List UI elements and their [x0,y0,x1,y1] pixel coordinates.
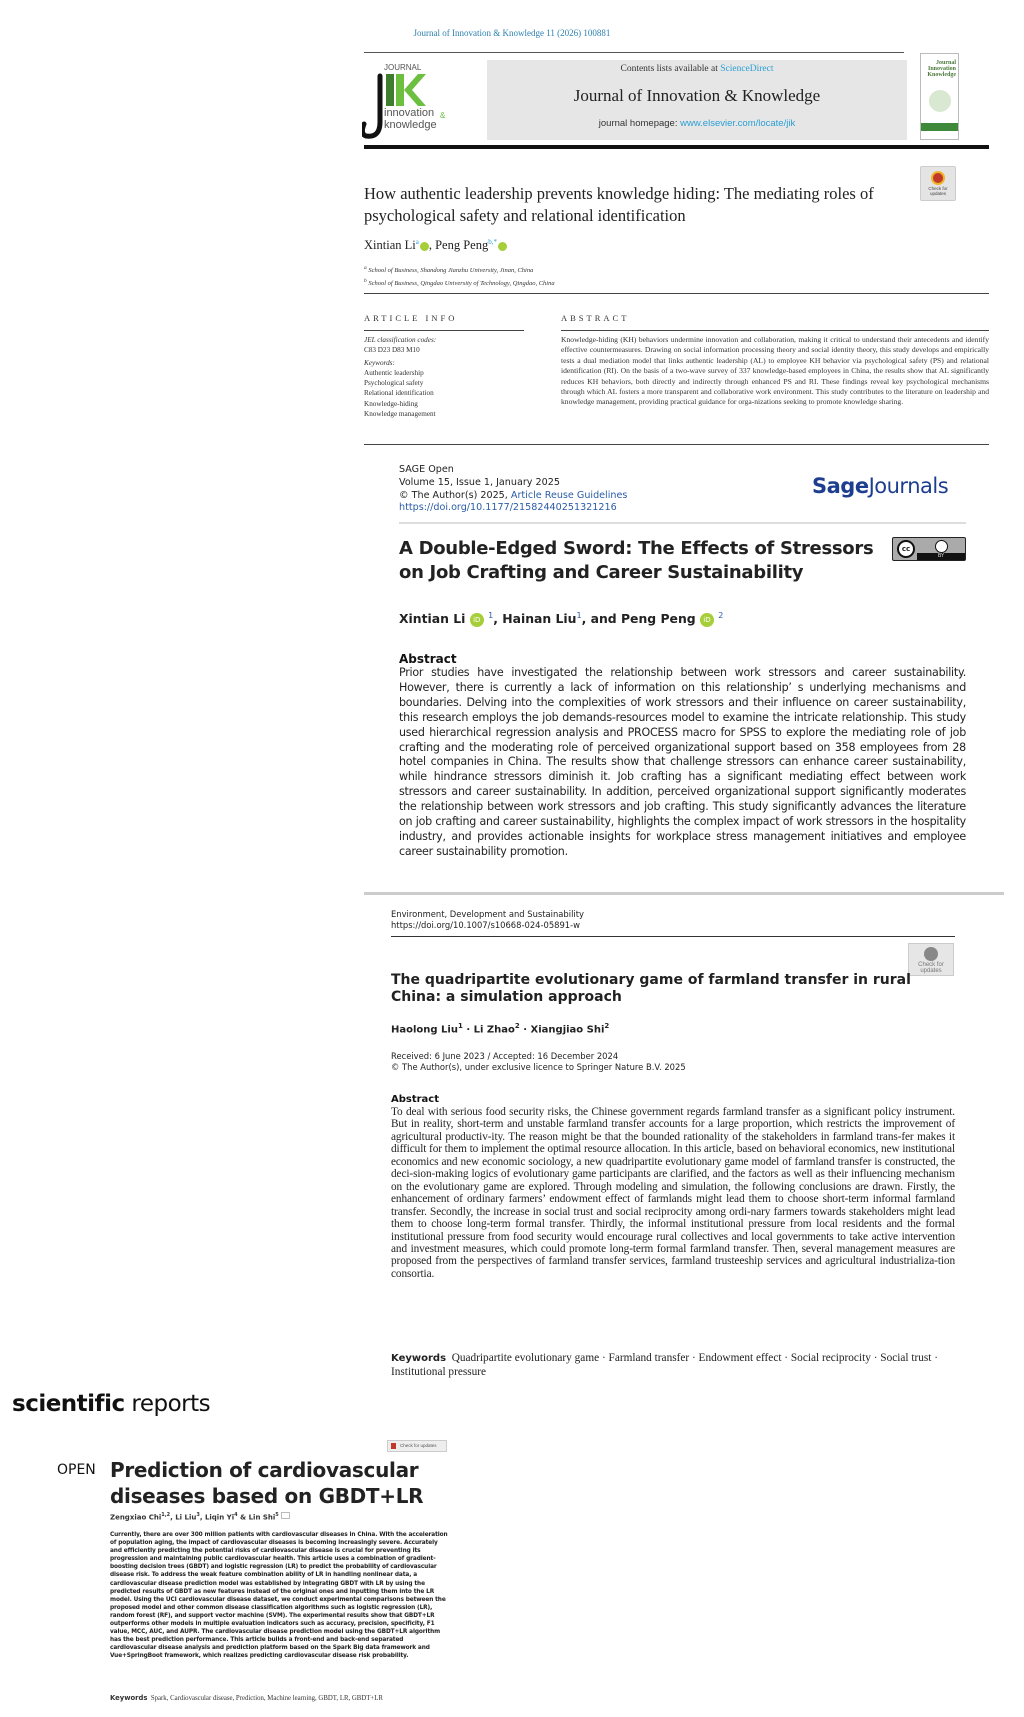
check-updates-label: Check for updates [928,186,948,196]
author-name[interactable]: Xintian Li [364,238,416,253]
affiliation-sup: a [364,265,367,271]
jel-label: JEL classification codes: [364,336,437,344]
cc-by-license-badge[interactable] [892,537,966,561]
author-sup: 3 [196,1512,200,1518]
journal-banner [487,60,907,140]
sage-journals-logo[interactable] [812,474,948,498]
affiliation-text: School of Business, Shandong Jianzhu University, Jinan, China [368,267,534,275]
journal-name: Environment, Development and Sustainability [391,909,584,919]
cover-title: Journal Innovation Knowledge [927,60,956,78]
author-sup: 2 [718,611,724,620]
author-name[interactable]: Hainan Liu [502,611,577,627]
check-updates-icon [931,171,945,185]
homepage-line [487,118,907,129]
section-separator [364,892,1004,895]
keyword: Relational identification [364,389,434,398]
author-name[interactable]: Li Zhao [473,1024,515,1036]
article-title: How authentic leadership prevents knowledge hiding: The mediating roles of psychological safety and relational identification [364,184,874,225]
affiliation [364,276,555,289]
author-list: Xintian Li iD $^1$, Hainan Liu$^1$, and Peng Peng iD $^2$ [399,611,724,627]
author-list [364,238,507,253]
keyword: Authentic leadership [364,368,424,377]
sage-metadata [399,464,627,515]
author-list [391,1022,609,1035]
check-for-updates-button[interactable] [908,943,954,976]
homepage-link[interactable]: www.elsevier.com/locate/jik [680,118,796,129]
check-for-updates-button[interactable] [387,1440,447,1452]
doi-link[interactable]: https://doi.org/10.1007/s10668-024-05891-w [391,920,581,930]
logo-text-amp: & [440,111,446,120]
contents-line [487,64,907,74]
affiliation-sup: b [364,278,367,285]
eds-metadata [391,909,584,931]
author-sup: 1 [576,611,582,620]
divider [391,936,955,937]
keywords-label: Keywords [391,1353,447,1364]
keywords [110,1694,383,1702]
logo-normal: reports [124,1391,211,1417]
check-updates-label: Check for updates [400,1443,437,1448]
cc-icon: cc [897,540,915,558]
abstract-heading: Abstract [399,652,457,666]
email-icon[interactable] [281,1512,290,1519]
keyword: Knowledge management [364,410,436,419]
author-sup: 1 [457,1022,463,1030]
open-access-label: OPEN [57,1462,96,1478]
article-info-heading: ARTICLE INFO [364,313,458,323]
abstract-heading: Abstract [391,1094,440,1105]
affiliation [364,263,555,276]
article-title: Prediction of cardiovascular diseases based on GBDT+LR [110,1458,424,1508]
keywords-label: Keywords [110,1694,148,1702]
check-updates-label: Check for [918,962,944,968]
sciencedirect-link[interactable]: ScienceDirect [720,64,774,74]
homepage-prefix: journal homepage: [598,118,681,129]
author-sup: 2 [514,1022,520,1030]
divider [561,330,989,331]
cover-band [921,123,958,131]
logo-text-innovation: innovation [384,107,435,119]
globe-icon [929,90,951,112]
journal-cover-thumbnail[interactable] [920,53,959,140]
article-dates [391,1051,686,1073]
author-list: Zengxiao Chi$^{1,2}$, Li Liu$^3$, Liqin Yi$^4$ & Lin Shi$^5$ [110,1512,290,1521]
jel-codes: C83 D23 D83 M10 [364,346,420,355]
author-sup: 1 [488,611,494,620]
orcid-icon[interactable]: iD [470,613,484,627]
affiliation-text: School of Business, Qingdao University of Technology, Qingdao, China [368,280,555,288]
article-title: A Double-Edged Sword: The Effects of Stressors on Job Crafting and Career Sustainability [399,538,874,583]
keyword: Psychological safety [364,379,424,388]
copyright-line: © The Author(s), under exclusive licence to Springer Nature B.V. 2025 [391,1062,686,1072]
author-name[interactable]: Zengxiao Chi [110,1513,162,1522]
divider [364,293,989,294]
check-updates-label: updates [920,968,942,974]
logo-text-knowledge: knowledge [384,119,437,131]
author-name[interactable]: Xintian Li [399,611,466,627]
check-for-updates-button[interactable] [920,166,956,201]
by-label: BY [917,553,965,560]
journal-name: Journal of Innovation & Knowledge [573,86,821,105]
author-name[interactable]: Haolong Liu [391,1024,458,1036]
article-title: The quadripartite evolutionary game of farmland transfer in rural China: a simulation approach [391,972,911,1005]
logo-bold: scientific [12,1391,125,1417]
author-sup: 5 [275,1512,279,1518]
keyword: Knowledge-hiding [364,399,418,408]
author-separator: , [428,238,436,253]
jik-logo [362,58,474,142]
contents-prefix: Contents lists available at [620,64,721,74]
logo-text-journal: JOURNAL [384,63,422,72]
scientific-reports-logo[interactable] [12,1391,210,1417]
attribution-icon [935,540,948,553]
journal-citation[interactable]: Journal of Innovation & Knowledge 11 (2026) 100881 [413,28,611,38]
abstract-heading: ABSTRACT [561,313,630,323]
orcid-icon[interactable] [498,242,507,251]
keywords [391,1352,955,1378]
author-sup: a [415,238,419,246]
copyright-line [399,490,627,503]
author-name[interactable]: Li Liu [175,1513,197,1522]
article-info [364,335,436,419]
abstract-text: Currently, there are over 300 million patients with cardiovascular diseases in China. With the acceleration of population aging, the impact of cardiovascular diseases is becoming increasingly severe. Accurately and efficiently predicting the potential risks of cardiovascular disease is crucial for preventing its progression and maintaining public cardiovascular health. This article uses a combination of gradient-boosting decision trees (GBDT) and logistic regression (LR) to predict the probability of cardiovascular disease risk. To address the weak feature combination ability of LR in handling nonlinear data, a cardiovascular disease prediction model was established by integrating GBDT with LR by using the predicted results of GBDT as new features instead of the original ones and inputting them into the LR model. Using the UCI cardiovascular disease dataset, we conduct experimental comparisons between the proposed model and other common disease classification algorithms such as logistic regression (LR), random forest (RF), and support vector machine (SVM). The experimental results show that GBDT+LR outperforms other models in multiple evaluation indicators such as accuracy, precision, specificity, F1 value, MCC, AUC, and AUPR. The cardiovascular disease prediction model using the GBDT+LR algorithm has the best prediction performance. This article builds a front-end and back-end separated cardiovascular disease analysis and prediction platform based on the Spark Big data framework and Vue+SpringBoot framework, which realizes predicting cardiovascular disease risk probability. [110,1532,448,1660]
author-sup: b,* [488,238,497,246]
author-sup: 4 [234,1512,238,1518]
volume-issue: Volume 15, Issue 1, January 2025 [399,476,560,488]
orcid-icon[interactable] [420,242,429,251]
check-updates-icon [391,1443,396,1449]
check-updates-icon [924,947,938,961]
author-name[interactable]: and Peng Peng [590,611,696,627]
author-name[interactable]: Peng Peng [435,238,489,253]
author-name[interactable]: Lin Shi [248,1513,276,1522]
divider [364,52,904,53]
divider [364,330,524,331]
divider [364,444,989,445]
abstract-text: To deal with serious food security risks, the Chinese government regards farmland transfer as a significant policy instrument. But in reality, short-term and unstable farmland transfer accounts for a large proportion, which restricts the improvement of agricultural productiv-ity. The reason might be that the bounded rationality of the stakeholders in farmland trans-fer makes it difficult for them to implement the optimal resource allocation. In this article, based on behavioral economics, new institutional economics and new economic sociology, a new quadripartite evolutionary game model of farmland transfer is constructed, the deci-sion-making logics of evolutionary game participants are clarified, and the factors as well as their influencing mechanism on the evolutionary game are explored. Through modeling and simulation, the following conclusions are drawn. Firstly, the enhancement of ordinary farmers’ endowment effect of farmlands might lead them to choose short-term informal farmland transfer. Secondly, the increase in social trust and social reciprocity among ordi-nary farmers towards stakeholders might lead them to choose long-term formal transfer. Thirdly, the informal institutional pressure from local residents and the formal institutional pressure from food security would encourage rural collectives and local governments to take active intervention and investment measures, which could promote long-term formal farmland transfer. Then, several management measures are proposed from the perspectives of farmland transfer services, farmland trusteeship services and agricultural industrializa-tion consortia. [391,1106,955,1280]
abstract-text: Knowledge-hiding (KH) behaviors undermine innovation and collaboration, making it critical to understand their antecedents and identify effective countermeasures. Drawing on social information processing theory and social identity theory, this study develops and empirically tests a dual mediation model that links authentic leadership (AL) to employee KH behavior via psychological safety (PS) and relational identification (RI). On the basis of a two-wave survey of 337 knowledge-based employees in China, the results show that AL significantly reduces KH behaviors, both directly and indirectly through enhanced PS and RI. These findings reveal key psychological mechanisms through which AL fosters a more transparent and collaborative work environment. This study contributes to the literature on leadership and knowledge management, providing practical guidance for orga-nizations seeking to promote knowledge sharing. [561,335,989,407]
logo-normal: Journals [868,474,949,498]
affiliations [364,263,555,289]
author-separator: · [519,1024,531,1036]
doi-link[interactable]: https://doi.org/10.1177/21582440251321216 [399,502,617,514]
orcid-icon[interactable]: iD [700,613,714,627]
keywords-list: Spark, Cardiovascular disease, Prediction, Machine learning, GBDT, LR, GBDT+LR [150,1695,383,1702]
received-accepted: Received: 6 June 2023 / Accepted: 16 December 2024 [391,1051,619,1061]
author-separator: · [462,1024,474,1036]
keywords-list: Quadripartite evolutionary game · Farmland transfer · Endowment effect · Social reciprocity · Social trust · Institutional pressure [391,1352,939,1378]
author-name[interactable]: Xiangjiao Shi [530,1024,605,1036]
logo-bold: Sage [812,474,869,498]
keywords-label: Keywords: [364,358,395,367]
author-name[interactable]: Liqin Yi [204,1513,235,1522]
author-sup: 1,2 [161,1512,171,1518]
abstract-text: Prior studies have investigated the relationship between work stressors and career sustainability. However, there is currently a lack of information on this relationship’ s underlying mechanisms and boundaries. Delving into the complexities of work stressors and their influence on career sustainability, this research employs the job demands-resources model to examine the intricate relationship. This study used hierarchical regression analysis and PROCESS macro for SPSS to explore the mediating role of job crafting and the moderating role of perceived organizational support based on 358 employees from 28 hotel companies in China. The results show that challenge stressors can enhance career sustainability, while hindrance stressors diminish it. Job crafting has a significant mediating effect between work stressors and career sustainability. In addition, perceived organizational support significantly moderates the relationship between work stressors and job crafting. This study significantly advances the literature on job crafting and career sustainability, highlights the complex impact of work stressors in the hospitality industry, and provides actionable insights for workplace stress management initiatives and employee career sustainability promotion. [399,666,966,858]
divider [399,522,966,524]
reuse-guidelines-link[interactable]: Article Reuse Guidelines [510,489,628,501]
journal-name: SAGE Open [399,464,454,475]
author-sup: 2 [604,1022,610,1030]
copyright-text: © The Author(s) 2025, [399,489,511,501]
divider-thick [364,145,989,149]
